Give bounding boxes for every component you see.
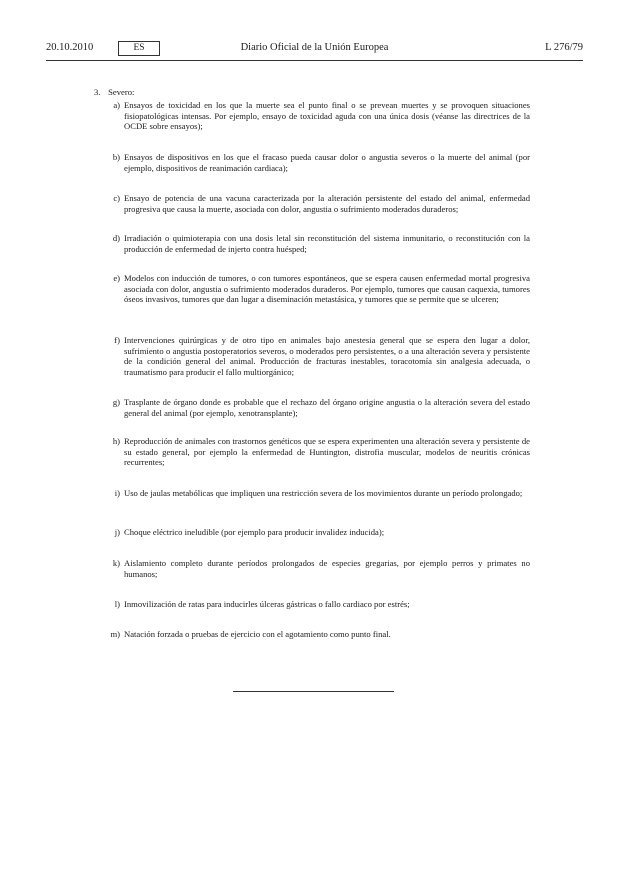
list-item-d bbox=[104, 233, 530, 254]
page-header bbox=[46, 42, 583, 58]
item-label: m) bbox=[110, 629, 120, 639]
end-rule bbox=[233, 691, 394, 692]
item-text: Natación forzada o pruebas de ejercicio con el agotamiento como punto final. bbox=[124, 629, 391, 639]
item-label: h) bbox=[112, 436, 120, 446]
item-label: a) bbox=[113, 100, 120, 110]
list-item-j bbox=[104, 527, 530, 538]
item-text: Modelos con inducción de tumores, o con tumores espontáneos, que se espera causen enfermedad mortal progresiva asociada con dolor, angustia o sufrimiento moderados duraderos. Por ejemplo, tumores que causan caquexia, tumores óseos invasivos, tumores que dan lugar a diseminación metastásica, y tumores que se permite que se ulceren; bbox=[124, 273, 530, 305]
item-text: Aislamiento completo durante períodos prolongados de especies gregarias, por ejemplo perros y primates no humanos; bbox=[124, 558, 530, 579]
section-heading bbox=[94, 87, 134, 97]
language-badge: ES bbox=[118, 41, 160, 56]
item-text: Reproducción de animales con trastornos genéticos que se espera experimenten una alteración severa y persistente de su estado general, por ejemplo la enfermedad de Huntington, distrofia muscular, modelos de neuritis crónicas recurrentes; bbox=[124, 436, 530, 468]
item-text: Ensayos de dispositivos en los que el fracaso pueda causar dolor o angustia severos o la muerte del animal (por ejemplo, dispositivos de reanimación cardiaca); bbox=[124, 152, 530, 173]
journal-title: Diario Oficial de la Unión Europea bbox=[240, 42, 389, 53]
item-label: e) bbox=[113, 273, 120, 283]
item-label: c) bbox=[113, 193, 120, 203]
item-label: d) bbox=[112, 233, 120, 243]
item-text: Irradiación o quimioterapia con una dosis letal sin reconstitución del sistema inmunitario, o reconstitución con la producción de enfermedad de injerto contra huésped; bbox=[124, 233, 530, 254]
item-label: b) bbox=[112, 152, 120, 162]
list-item-l bbox=[104, 599, 530, 610]
list-item-k bbox=[104, 558, 530, 579]
item-label: l) bbox=[114, 599, 120, 609]
list-item-g bbox=[104, 397, 530, 418]
list-item-b bbox=[104, 152, 530, 173]
section-number: 3. bbox=[94, 87, 101, 97]
list-item-c bbox=[104, 193, 530, 214]
list-item-f bbox=[104, 335, 530, 377]
list-item-h bbox=[104, 436, 530, 468]
section-title: Severo: bbox=[108, 87, 135, 97]
list-item-i bbox=[104, 488, 530, 499]
item-text: Inmovilización de ratas para inducirles úlceras gástricas o fallo cardiaco por estrés; bbox=[124, 599, 410, 609]
item-label: k) bbox=[112, 558, 120, 568]
header-date: 20.10.2010 bbox=[46, 42, 94, 53]
item-text: Ensayo de potencia de una vacuna caracterizada por la alteración persistente del estado del animal, enfermedad progresiva que causa la muerte, asociada con dolor, angustia o sufrimiento moderados duraderos; bbox=[124, 193, 530, 214]
item-label: f) bbox=[114, 335, 120, 345]
item-text: Uso de jaulas metabólicas que impliquen una restricción severa de los movimientos durante un período prolongado; bbox=[124, 488, 523, 498]
header-rule bbox=[46, 60, 583, 61]
item-label: g) bbox=[112, 397, 120, 407]
item-text: Trasplante de órgano donde es probable que el rechazo del órgano origine angustia o la alteración severa del estado general del animal (por ejemplo, xenotransplante); bbox=[124, 397, 530, 418]
list-item-m bbox=[104, 629, 530, 640]
list-item-a bbox=[104, 100, 530, 132]
item-label: i) bbox=[114, 488, 120, 498]
item-text: Choque eléctrico ineludible (por ejemplo para producir invalidez inducida); bbox=[124, 527, 385, 537]
page-reference: L 276/79 bbox=[545, 42, 583, 53]
item-label: j) bbox=[114, 527, 120, 537]
item-text: Ensayos de toxicidad en los que la muerte sea el punto final o se prevean muertes y se provoquen situaciones fisiopatológicas intensas. Por ejemplo, ensayo de toxicidad aguda con una única dosis (véanse las directrices de la OCDE sobre ensayos); bbox=[124, 100, 530, 132]
item-text: Intervenciones quirúrgicas y de otro tipo en animales bajo anestesia general que se espera den lugar a dolor, sufrimiento o angustia postoperatorios severos, o moderados pero persistentes, o a una alteración severa y persistente de la condición general del animal. Producción de fracturas inestables, toracotomía sin analgesia adecuada, o traumatismo para producir el fallo multiorgánico; bbox=[124, 335, 530, 377]
list-item-e bbox=[104, 273, 530, 305]
